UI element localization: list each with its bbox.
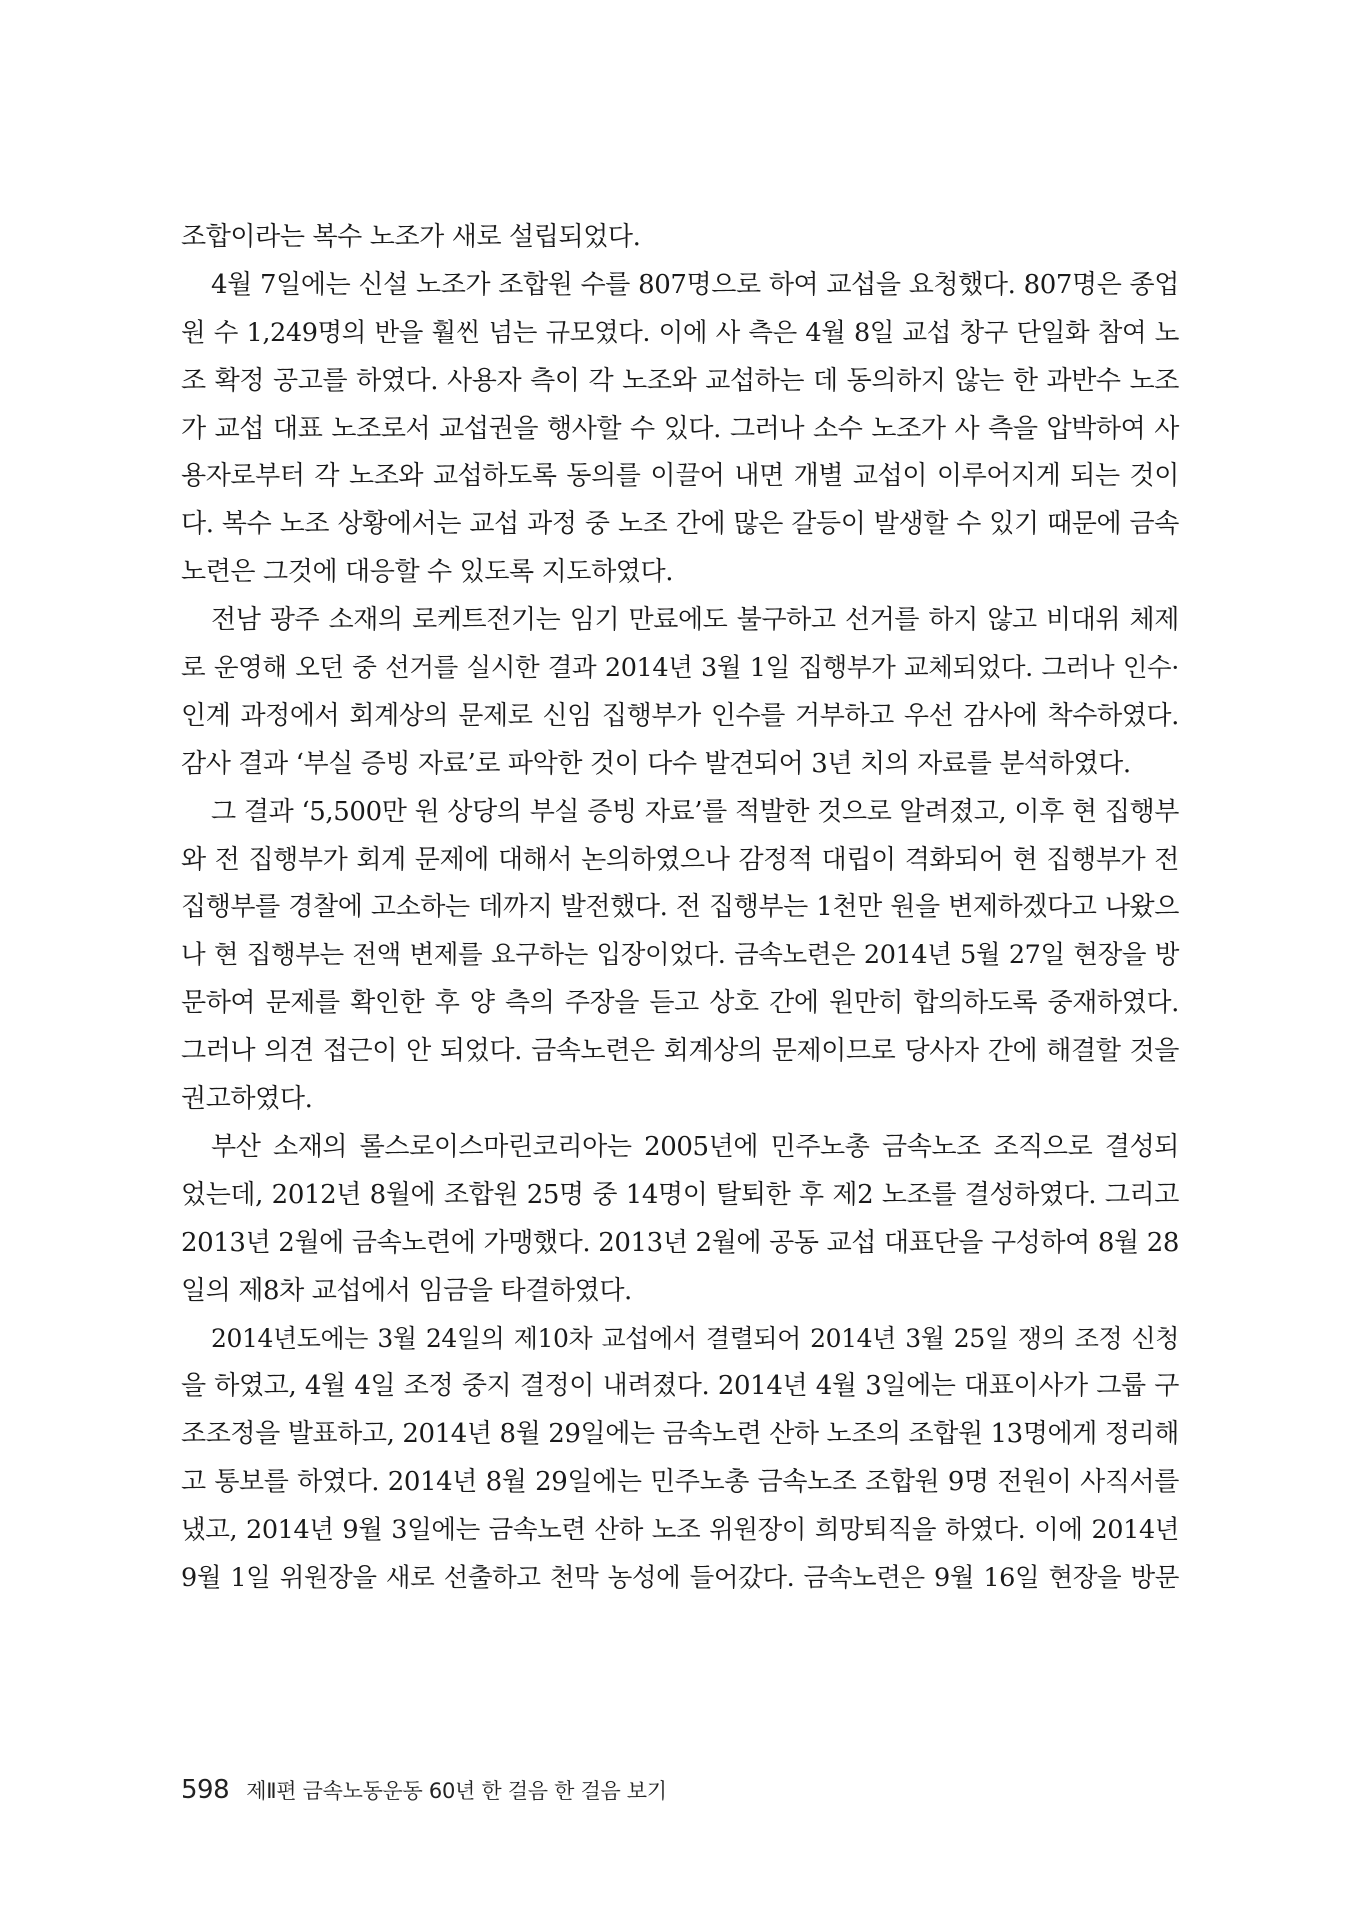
body-line: 9월 1일 위원장을 새로 선출하고 천막 농성에 들어갔다. 금속노련은 9월 16일 현장을 방문 <box>181 1562 1179 1593</box>
page-body-text <box>181 214 1179 1603</box>
body-line: 2014년도에는 3월 24일의 제10차 교섭에서 결렬되어 2014년 3월 25일 쟁의 조정 신청 <box>211 1324 1179 1354</box>
body-line: 었는데, 2012년 8월에 조합원 25명 중 14명이 탈퇴한 후 제2 노조를 결성하였다. 그리고 <box>181 1179 1179 1210</box>
body-line: 전남 광주 소재의 로케트전기는 임기 만료에도 불구하고 선거를 하지 않고 비대위 체제 <box>211 605 1179 636</box>
body-line: 조조정을 발표하고, 2014년 8월 29일에는 금속노련 산하 노조의 조합원 13명에게 정리해 <box>181 1419 1179 1450</box>
body-line: 4월 7일에는 신설 노조가 조합원 수를 807명으로 하여 교섭을 요청했다. 807명은 종업 <box>211 269 1179 300</box>
body-line: 을 하였고, 4월 4일 조정 중지 결정이 내려졌다. 2014년 4월 3일에는 대표이사가 그룹 구 <box>181 1371 1179 1402</box>
body-line: 노련은 그것에 대응할 수 있도록 지도하였다. <box>181 557 674 588</box>
body-line: 용자로부터 각 노조와 교섭하도록 동의를 이끌어 내면 개별 교섭이 이루어지게 되는 것이 <box>181 461 1179 492</box>
body-line: 원 수 1,249명의 반을 훨씬 넘는 규모였다. 이에 사 측은 4월 8일 교섭 창구 단일화 참여 노 <box>181 317 1179 348</box>
body-line: 고 통보를 하였다. 2014년 8월 29일에는 민주노총 금속노조 조합원 9명 전원이 사직서를 <box>181 1467 1179 1498</box>
body-line: 다. 복수 노조 상황에서는 교섭 과정 중 노조 간에 많은 갈등이 발생할 수 있기 때문에 금속 <box>181 509 1179 540</box>
page-number: 598 <box>181 1775 230 1805</box>
page-footer <box>181 1772 667 1808</box>
body-line: 권고하였다. <box>181 1084 313 1115</box>
body-line: 감사 결과 ‘부실 증빙 자료’로 파악한 것이 다수 발견되어 3년 치의 자료를 분석하였다. <box>181 748 1131 779</box>
body-line: 조합이라는 복수 노조가 새로 설립되었다. <box>181 222 641 252</box>
body-line: 조 확정 공고를 하였다. 사용자 측이 각 노조와 교섭하는 데 동의하지 않는 한 과반수 노조 <box>181 365 1179 396</box>
body-line: 문하여 문제를 확인한 후 양 측의 주장을 듣고 상호 간에 원만히 합의하도록 중재하였다. <box>181 988 1179 1019</box>
body-line: 가 교섭 대표 노조로서 교섭권을 행사할 수 있다. 그러나 소수 노조가 사 측을 압박하여 사 <box>181 413 1179 444</box>
body-line: 2013년 2월에 금속노련에 가맹했다. 2013년 2월에 공동 교섭 대표단을 구성하여 8월 28 <box>181 1227 1179 1258</box>
body-line: 그 결과 ‘5,500만 원 상당의 부실 증빙 자료’를 적발한 것으로 알려졌고, 이후 현 집행부 <box>211 796 1179 827</box>
body-line: 나 현 집행부는 전액 변제를 요구하는 입장이었다. 금속노련은 2014년 5월 27일 현장을 방 <box>181 940 1179 971</box>
body-line: 집행부를 경찰에 고소하는 데까지 발전했다. 전 집행부는 1천만 원을 변제하겠다고 나왔으 <box>181 892 1179 923</box>
body-line: 냈고, 2014년 9월 3일에는 금속노련 산하 노조 위원장이 희망퇴직을 하였다. 이에 2014년 <box>181 1515 1179 1546</box>
body-line: 와 전 집행부가 회계 문제에 대해서 논의하였으나 감정적 대립이 격화되어 현 집행부가 전 <box>181 844 1179 875</box>
body-line: 일의 제8차 교섭에서 임금을 타결하였다. <box>181 1275 632 1306</box>
running-title: 제Ⅱ편 금속노동운동 60년 한 걸음 한 걸음 보기 <box>246 1779 667 1803</box>
body-line: 그러나 의견 접근이 안 되었다. 금속노련은 회계상의 문제이므로 당사자 간에 해결할 것을 <box>181 1036 1179 1067</box>
body-line: 부산 소재의 롤스로이스마린코리아는 2005년에 민주노총 금속노조 조직으로 결성되 <box>211 1131 1179 1162</box>
body-line: 로 운영해 오던 중 선거를 실시한 결과 2014년 3월 1일 집행부가 교체되었다. 그러나 인수· <box>181 653 1179 684</box>
body-line: 인계 과정에서 회계상의 문제로 신임 집행부가 인수를 거부하고 우선 감사에 착수하였다. <box>181 700 1179 731</box>
